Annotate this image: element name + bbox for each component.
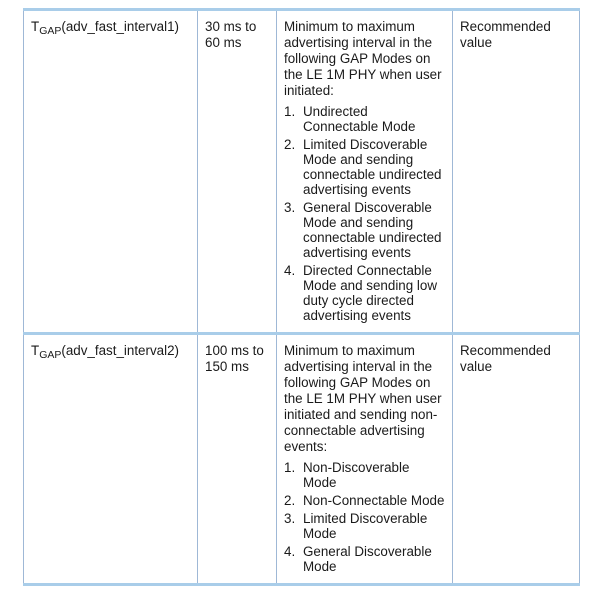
list-text: Non-Connectable Mode xyxy=(303,493,445,508)
list-number: 2. xyxy=(284,137,296,152)
table-row xyxy=(24,10,580,334)
notes-cell xyxy=(453,10,580,334)
list-item xyxy=(284,544,445,574)
list-number: 1. xyxy=(284,460,296,475)
notes-text: Recommended value xyxy=(460,343,551,374)
parameter-cell xyxy=(24,334,198,585)
gap-timers-table xyxy=(23,8,580,586)
parameter-cell xyxy=(24,10,198,334)
list-item xyxy=(284,263,445,323)
list-text: Directed Connectable Mode and sending low duty cycle directed advertising events xyxy=(303,263,437,323)
list-item xyxy=(284,200,445,260)
description-cell xyxy=(277,334,453,585)
list-text: General Discoverable Mode xyxy=(303,544,432,574)
list-number: 2. xyxy=(284,493,296,508)
value-text: 100 ms to 150 ms xyxy=(205,343,264,374)
notes-cell xyxy=(453,334,580,585)
list-number: 1. xyxy=(284,104,296,119)
parameter-subscript: GAP xyxy=(39,349,62,361)
list-number: 3. xyxy=(284,511,296,526)
list-text: Limited Discoverable Mode xyxy=(303,511,428,541)
list-number: 4. xyxy=(284,263,296,278)
parameter-name: (adv_fast_interval1) xyxy=(61,19,179,34)
list-item xyxy=(284,493,445,508)
list-number: 3. xyxy=(284,200,296,215)
parameter-prefix: T xyxy=(31,19,40,34)
list-text: General Discoverable Mode and sending connectable undirected advertising events xyxy=(303,200,442,260)
mode-list xyxy=(284,460,445,574)
parameter-name: (adv_fast_interval2) xyxy=(61,343,179,358)
value-cell xyxy=(198,10,277,334)
parameter-subscript: GAP xyxy=(39,25,62,37)
table-row xyxy=(24,334,580,585)
value-cell xyxy=(198,334,277,585)
notes-text: Recommended value xyxy=(460,19,551,50)
list-text: Non-Discoverable Mode xyxy=(303,460,410,490)
mode-list xyxy=(284,104,445,323)
parameter-prefix: T xyxy=(31,343,40,358)
value-text: 30 ms to 60 ms xyxy=(205,19,257,50)
description-text: Minimum to maximum advertising interval in the following GAP Modes on the LE 1M PHY when user initiated: xyxy=(284,19,442,98)
list-item xyxy=(284,511,445,541)
description-cell xyxy=(277,10,453,334)
list-text: Limited Discoverable Mode and sending connectable undirected advertising events xyxy=(303,137,442,197)
list-item xyxy=(284,104,445,134)
list-number: 4. xyxy=(284,544,296,559)
list-text: Undirected Connectable Mode xyxy=(303,104,416,134)
list-item xyxy=(284,137,445,197)
description-text: Minimum to maximum advertising interval in the following GAP Modes on the LE 1M PHY when user initiated and sending non-connectable advertising events: xyxy=(284,343,442,454)
list-item xyxy=(284,460,445,490)
